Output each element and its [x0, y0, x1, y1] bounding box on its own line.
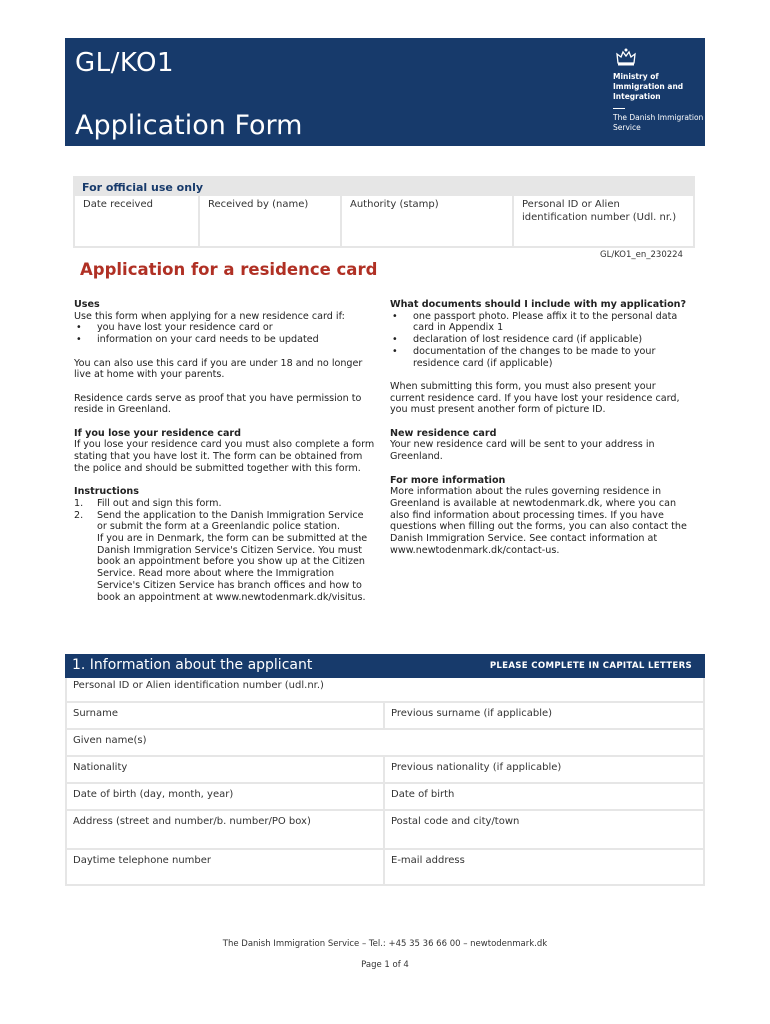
nationality-field[interactable]: Nationality — [67, 757, 383, 782]
lose-title: If you lose your residence card — [74, 427, 242, 439]
official-cell-received-by[interactable]: Received by (name) — [200, 196, 340, 246]
list-item: • one passport photo. Please affix it to the personal data card in Appendix 1 — [390, 311, 690, 334]
list-item — [74, 498, 376, 510]
passport-text: When submitting this form, you must also present your current residence card. If you have lost your residence card, you must present another form of picture ID. — [390, 380, 680, 416]
page-footer: The Danish Immigration Service – Tel.: +45 35 36 66 00 – newtodenmark.dk — [222, 939, 548, 949]
right-column — [390, 299, 690, 556]
ministry-logo — [613, 48, 705, 133]
docs-title: What documents should I include with my application? — [390, 299, 687, 310]
logo-ministry-text: Ministry of Immigration and Integration — [613, 72, 684, 101]
list-item — [74, 510, 376, 604]
list-item: • you have lost your residence card or — [74, 322, 376, 334]
docs-list — [390, 311, 690, 370]
instructions-title: Instructions — [74, 486, 139, 498]
instruction-text: Fill out and sign this form. — [97, 497, 222, 509]
logo-divider — [613, 108, 625, 109]
email-field[interactable]: E-mail address — [385, 850, 703, 884]
list-item: • information on your card needs to be updated — [74, 334, 376, 346]
form-title: Application Form — [75, 110, 303, 141]
surname-field[interactable]: Surname — [67, 703, 383, 728]
logo-service-text: The Danish Immigration Service — [613, 113, 704, 132]
address-field[interactable]: Address (street and number/b. number/PO box) — [67, 811, 383, 848]
left-column — [74, 299, 376, 603]
official-cell-personal-id[interactable]: Personal ID or Alien identification number (Udl. nr.) — [514, 196, 693, 246]
official-use-box — [73, 176, 695, 248]
given-names-field[interactable]: Given name(s) — [67, 730, 703, 755]
list-number: 2. — [74, 509, 84, 521]
applicant-fields — [65, 678, 705, 886]
capital-letters-note: PLEASE COMPLETE IN CAPITAL LETTERS — [489, 661, 692, 671]
new-card-text: Your new residence card will be sent to your address in Greenland. — [390, 439, 655, 463]
under18-text: You can also use this card if you are under 18 and no longer live at home with your parents. — [74, 357, 363, 381]
page-number: Page 1 of 4 — [361, 960, 409, 970]
new-card-title: New residence card — [390, 427, 497, 439]
section1-header — [65, 654, 705, 678]
official-cell-authority[interactable]: Authority (stamp) — [342, 196, 512, 246]
list-item: • declaration of lost residence card (if applicable) — [390, 334, 690, 346]
list-number: 1. — [74, 497, 84, 509]
postal-city-field[interactable]: Postal code and city/town — [385, 811, 703, 848]
uses-title: Uses — [74, 299, 100, 310]
previous-surname-field[interactable]: Previous surname (if applicable) — [385, 703, 703, 728]
uses-text: Use this form when applying for a new residence card if: — [74, 310, 345, 322]
official-use-heading: For official use only — [82, 181, 204, 194]
form-version-code: GL/KO1_en_230224 — [600, 250, 683, 260]
more-info-title: For more information — [390, 474, 506, 486]
list-item: • documentation of the changes to be made to your residence card (if applicable) — [390, 346, 690, 369]
official-cell-date-received[interactable]: Date received — [75, 196, 198, 246]
main-heading: Application for a residence card — [80, 260, 378, 279]
personal-id-field[interactable]: Personal ID or Alien identification number (udl.nr.) — [67, 678, 703, 701]
date-of-birth-field-2[interactable]: Date of birth — [385, 784, 703, 809]
instruction-text: If you are in Denmark, the form can be submitted at the Danish Immigration Service's Citizen Service. You must book an appointment before you show up at the Citizen Service. Read more about where the Immigration Service's Citizen Service has branch offices and how to book an appointment at www.newtodenmark.dk/visitus. — [97, 533, 368, 603]
proof-text: Residence cards serve as proof that you have permission to reside in Greenland. — [74, 392, 362, 416]
section1-title: 1. Information about the applicant — [72, 657, 313, 673]
form-header — [65, 38, 705, 146]
form-code-title: GL/KO1 — [75, 48, 175, 78]
uses-list — [74, 322, 376, 345]
crown-icon — [615, 48, 637, 66]
date-of-birth-field[interactable]: Date of birth (day, month, year) — [67, 784, 383, 809]
more-info-text: More information about the rules governing residence in Greenland is available at newtodenmark.dk, where you can also find information about processing times. If you have questions when filling out the forms, you can also contact the Danish Immigration Service. See contact information at www.newtodenmark.dk/contact-us. — [390, 486, 687, 556]
previous-nationality-field[interactable]: Previous nationality (if applicable) — [385, 757, 703, 782]
instruction-text: Send the application to the Danish Immigration Service or submit the form at a Greenlandic police station. — [97, 509, 364, 533]
phone-field[interactable]: Daytime telephone number — [67, 850, 383, 884]
lose-text: If you lose your residence card you must also complete a form stating that you have lost it. The form can be obtained from the police and should be submitted together with this form. — [74, 439, 375, 474]
instructions-list — [74, 498, 376, 603]
